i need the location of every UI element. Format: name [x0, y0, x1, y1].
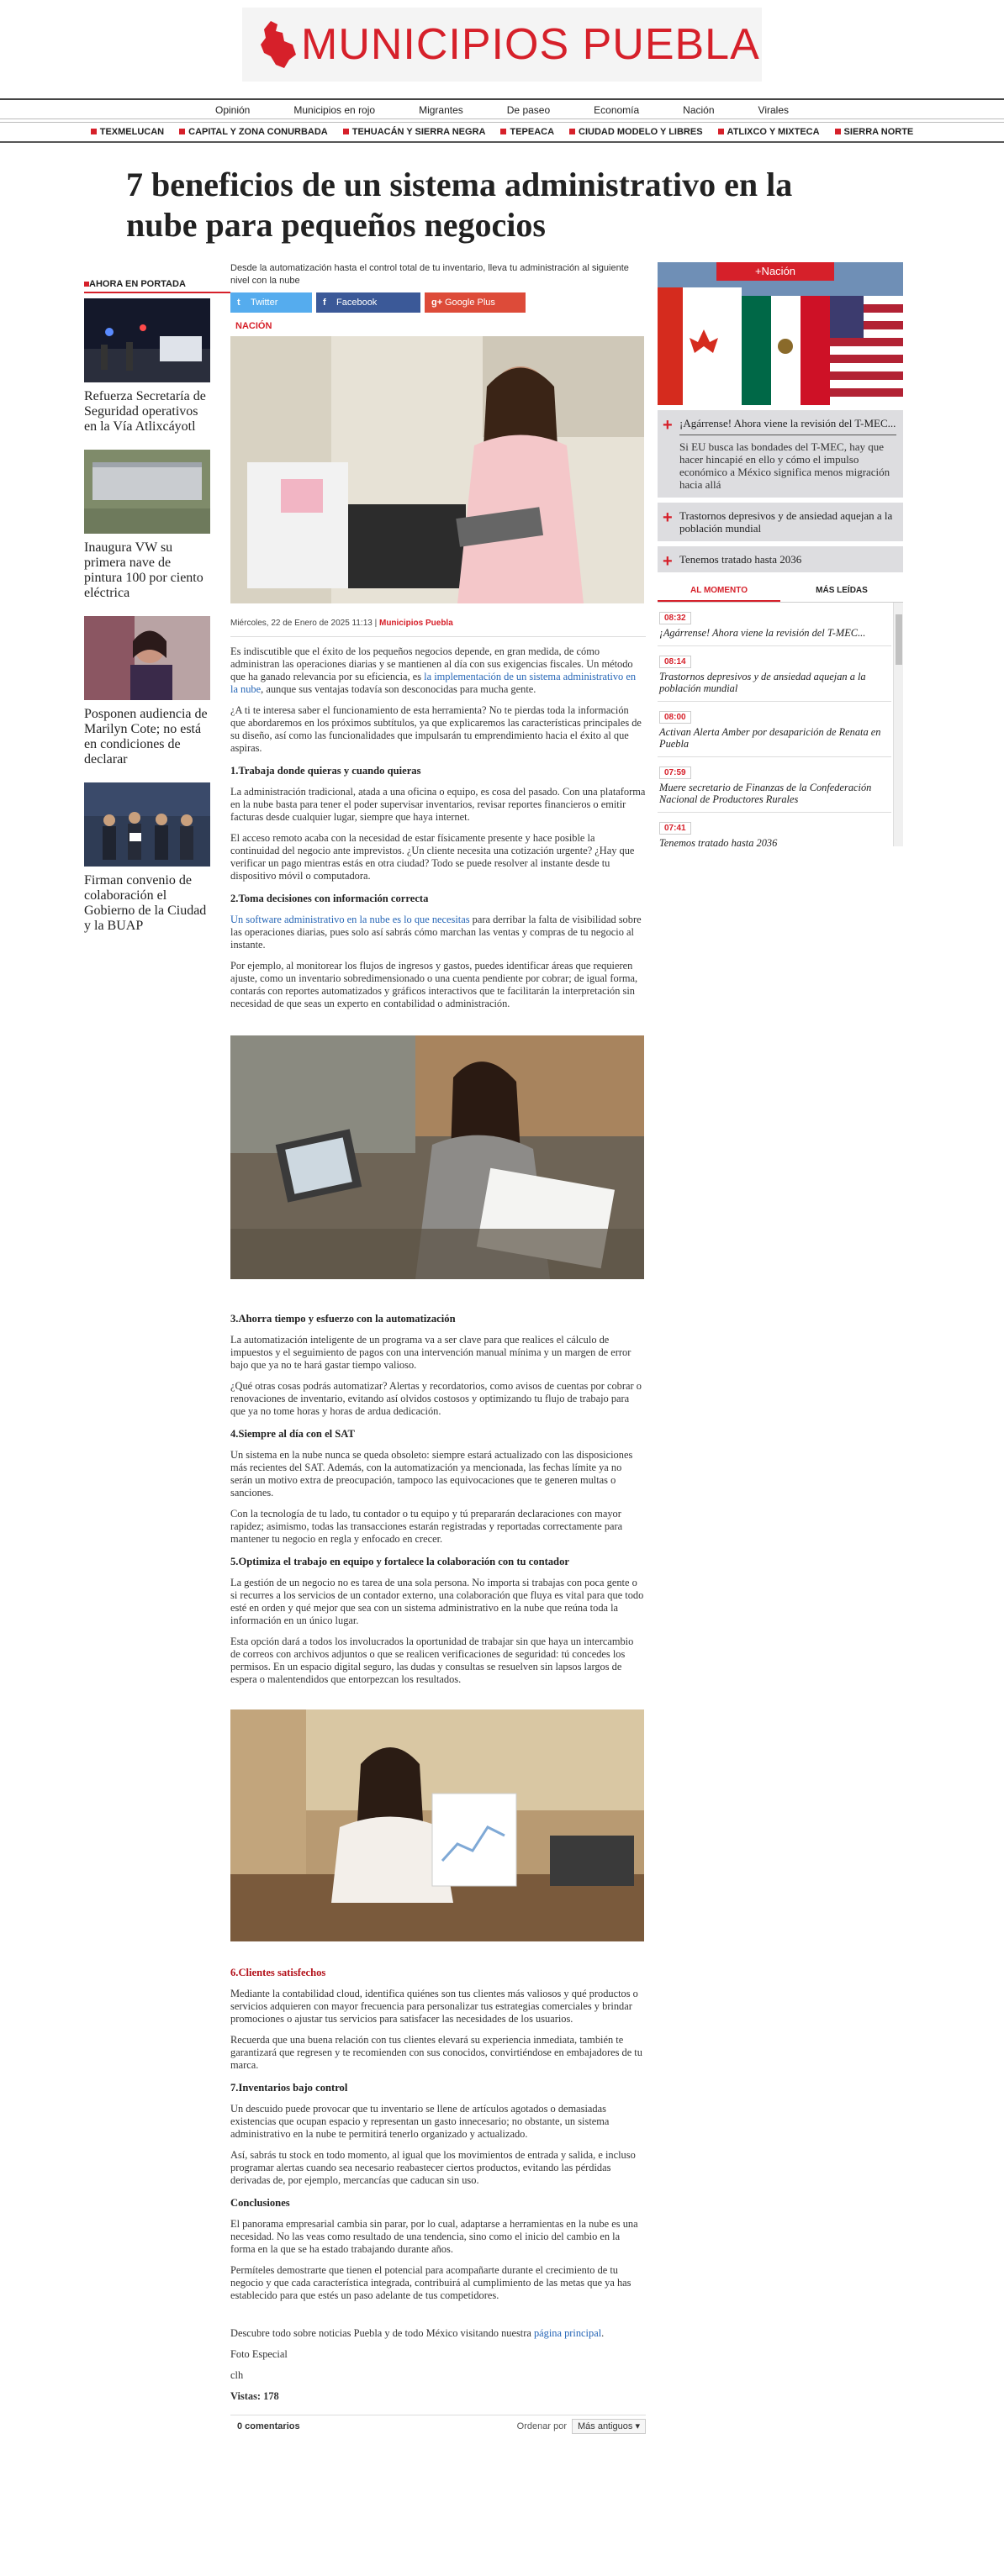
- paragraph: El panorama empresarial cambia sin parar, por lo cual, adaptarse a herramientas en la nube es una necesidad. No las veas como resultado de una tendencia, sino como el inicio del cambio en la forma en la que se ha estado trabajando durante años.: [230, 2218, 638, 2255]
- bullet-icon: [343, 129, 349, 134]
- plus-icon: +: [663, 552, 673, 571]
- paragraph: ¿Qué otras cosas podrás automatizar? Alertas y recordatorios, como avisos de cuentas por cobrar o renovaciones de inventario, evitando así olvidos costosos y optimizando tu flujo de trabajo para que ya no tome horas y horas de ardua dedicación.: [230, 1380, 642, 1417]
- paragraph: [230, 914, 646, 951]
- site-logo-text: MUNICIPIOS PUEBLA: [301, 20, 760, 69]
- factory-aerial-photo: [84, 450, 210, 534]
- region-label: TEXMELUCAN: [99, 127, 165, 137]
- article-date: Miércoles, 22 de Enero de 2025 11:13: [230, 619, 373, 628]
- share-bar: [230, 292, 646, 313]
- region-nav: [0, 122, 1004, 143]
- text: Descubre todo sobre noticias Puebla y de todo México visitando nuestra: [230, 2327, 534, 2339]
- region-ciudad-modelo[interactable]: [569, 123, 703, 141]
- article: [230, 262, 646, 2436]
- author-initials: clh: [230, 2369, 244, 2381]
- comments-bar: [230, 2415, 646, 2436]
- portada-item[interactable]: [84, 298, 230, 435]
- subheading: 2.Toma decisiones con información correcta: [230, 893, 429, 904]
- sort-select[interactable]: Más antiguos ▾: [572, 2419, 646, 2434]
- portada-item[interactable]: [84, 450, 230, 601]
- related-story-summary: Si EU busca las bondades del T-MEC, hay que hacer hincapié en ello y cómo el impulso económico a México significa menos migración hacia allá: [679, 435, 896, 491]
- share-twitter-button[interactable]: [230, 292, 312, 313]
- feed-scrollbar[interactable]: [893, 603, 903, 846]
- region-tehuacan[interactable]: [343, 123, 486, 141]
- portada-caption: Firman convenio de colaboración el Gobierno de la Ciudad y la BUAP: [84, 873, 207, 933]
- paragraph: Esta opción dará a todos los involucrados la oportunidad de trabajar sin que haya un intercambio de correos con archivos adjuntos o que se realicen verificaciones de seguridad: tú concedes los permisos. En un espacio digital seguro, las dudas y consultas se resuelven sin lapsos largos de espera o malentendidos que entorpezcan los resultados.: [230, 1636, 634, 1685]
- share-label: Google Plus: [445, 298, 495, 308]
- region-label: CIUDAD MODELO Y LIBRES: [579, 127, 703, 137]
- woman-presenting-chart-photo: [230, 1709, 644, 1941]
- bullet-icon: [569, 129, 575, 134]
- feed-text: ¡Agárrense! Ahora viene la revisión del T-MEC...: [659, 627, 866, 639]
- text: .: [601, 2327, 605, 2339]
- article-meta: [230, 619, 646, 637]
- featured-story[interactable]: [658, 262, 903, 405]
- woman-tablet-photo: [230, 336, 644, 603]
- section-tag[interactable]: +Nación: [716, 262, 834, 281]
- bullet-icon: [91, 129, 97, 134]
- site-header: [0, 0, 1004, 89]
- feed-item[interactable]: [658, 702, 891, 757]
- news-tabs: [658, 582, 903, 603]
- police-night-photo: [84, 298, 210, 382]
- facebook-icon: f: [323, 298, 326, 308]
- subheading: 7.Inventarios bajo control: [230, 2082, 348, 2094]
- subheading: 1.Trabaja donde quieras y cuando quieras: [230, 765, 421, 777]
- feed-time: 07:59: [659, 766, 691, 779]
- paragraph: Permíteles demostrarte que tienen el potencial para acompañarte durante el crecimiento de tu negocio y que cada característica integrada, contribuirá al cumplimiento de las metas que ya has establecido para que estés un paso adelante de tus competidores.: [230, 2264, 631, 2301]
- paragraph: ¿A ti te interesa saber el funcionamiento de esta herramienta? No te pierdas toda la información que abordaremos en los próximos subtítulos, ya que explicaremos las características principales de su diseño, así como las funcionalidades que impulsarán tu emprendimiento hacia el éxito al que aspiras.: [230, 704, 642, 754]
- feed-time: 08:14: [659, 656, 691, 668]
- bullet-icon: [718, 129, 724, 134]
- feed-time: 08:00: [659, 711, 691, 724]
- subheading: 6.Clientes satisfechos: [230, 1967, 326, 1978]
- article-lede: Desde la automatización hasta el control total de tu inventario, lleva tu administración al siguiente nivel con la nube: [230, 263, 629, 286]
- region-atlixco[interactable]: [718, 123, 820, 141]
- feed-time: 08:32: [659, 612, 691, 624]
- nav-de-paseo[interactable]: De paseo: [506, 104, 551, 116]
- text: , aunque sus ventajas todavía son desconocidas para mucha gente.: [261, 683, 536, 695]
- feed-text: Activan Alerta Amber por desaparición de Renata en Puebla: [659, 726, 881, 750]
- flags-photo: [658, 262, 903, 405]
- region-texmelucan[interactable]: [91, 123, 164, 141]
- paragraph: [230, 2327, 646, 2340]
- tab-mas-leidas[interactable]: MÁS LEÍDAS: [816, 586, 868, 595]
- site-logo[interactable]: [242, 8, 762, 82]
- portada-caption: Refuerza Secretaría de Seguridad operativos en la Vía Atlixcáyotl: [84, 389, 206, 434]
- feed-text: Muere secretario de Finanzas de la Confederación Nacional de Productores Rurales: [659, 782, 872, 805]
- puebla-map-icon: [259, 19, 298, 70]
- feed-item[interactable]: [658, 603, 891, 646]
- signing-ceremony-photo: [84, 782, 210, 867]
- text: Es indiscutible que el éxito de los pequeños negocios depende, en gran medida, de cómo administran las operaciones diarias y se mantienen al día con sus exigencias fiscales. Un método que ha ganado relevancia por su eficiencia, es: [230, 645, 633, 682]
- portada-sidebar: [54, 262, 230, 2436]
- woman-portrait-photo: [84, 616, 210, 700]
- feed-item[interactable]: [658, 757, 891, 813]
- article-link[interactable]: la implementación de un sistema administrativo en la nube: [230, 671, 637, 695]
- related-story[interactable]: [658, 503, 903, 541]
- nav-migrantes[interactable]: Migrantes: [419, 104, 463, 116]
- region-label: SIERRA NORTE: [843, 127, 914, 137]
- sort-label: Ordenar por: [516, 2421, 567, 2431]
- article-title: 7 beneficios de un sistema administrativo en la nube para pequeños negocios: [126, 166, 793, 244]
- paragraph: Con la tecnología de tu lado, tu contador o tu equipo y tú prepararán declaraciones con mayor rapidez; asimismo, todas las transacciones estarán registradas y reportadas correctamente para mantener tu negocio en regla y enfocado en crecer.: [230, 1508, 623, 1545]
- region-tepeaca[interactable]: [500, 123, 554, 141]
- feed-item[interactable]: [658, 646, 891, 702]
- main-nav: [0, 98, 1004, 119]
- article-author[interactable]: Municipios Puebla: [378, 619, 453, 628]
- subheading: Conclusiones: [230, 2197, 290, 2209]
- paragraph: [230, 645, 646, 696]
- region-capital[interactable]: [179, 123, 328, 141]
- region-label: CAPITAL Y ZONA CONURBADA: [188, 127, 328, 137]
- page: [54, 165, 950, 2436]
- nav-nacion[interactable]: Nación: [683, 104, 715, 116]
- portada-item[interactable]: [84, 616, 230, 767]
- paragraph: La gestión de un negocio no es tarea de una sola persona. No importa si trabajas con poca gente o si recurres a los servicios de un contador externo, una colaboración que fluya es vital para que todo esté en orden y qué mejor que sea con un sistema administrativo en la nube que reúna toda la información en un único lugar.: [230, 1577, 644, 1626]
- share-google-button[interactable]: [425, 292, 526, 313]
- region-label: ATLIXCO Y MIXTECA: [727, 127, 820, 137]
- feed-item[interactable]: [658, 813, 891, 846]
- google-plus-icon: g+: [431, 298, 443, 308]
- woman-reviewing-documents-photo: [230, 1035, 644, 1279]
- paragraph: El acceso remoto acaba con la necesidad de estar físicamente presente y hace posible la continuidad del negocio ante imprevistos. ¿Un cliente necesita una cotización urgente? ¿Hay que verificar un pago mientras estás en otra ciudad? Todo se puede resolver al instante desde tu dispositivo móvil o computadora.: [230, 832, 635, 882]
- portada-caption: Posponen audiencia de Marilyn Cote; no está en condiciones de declarar: [84, 707, 208, 766]
- paragraph: Por ejemplo, al monitorear los flujos de ingresos y gastos, puedes identificar áreas que requieren ajuste, como un inventario sobredimensionado o una cuenta pendiente por cobrar; de igual forma, contarás con reportes automatizados y gráficos interactivos que te facilitarán la interpretación sin necesidad de que seas un experto en contabilidad o administración.: [230, 960, 638, 1009]
- subheading: 5.Optimiza el trabajo en equipo y fortalece la colaboración con tu contador: [230, 1556, 569, 1567]
- share-label: Twitter: [251, 298, 278, 308]
- related-story-title: Tenemos tratado hasta 2036: [679, 553, 802, 566]
- sort-control: [517, 2421, 646, 2431]
- subheading: 3.Ahorra tiempo y esfuerzo con la automatización: [230, 1313, 456, 1325]
- article-body: [230, 645, 646, 2403]
- feed-text: Trastornos depresivos y de ansiedad aquejan a la población mundial: [659, 671, 866, 694]
- region-label: TEPEACA: [510, 127, 555, 137]
- nav-opinion[interactable]: Opinión: [214, 104, 251, 116]
- paragraph: La automatización inteligente de un programa va a ser clave para que realices el cálculo de impuestos y el seguimiento de pagos con una intervención manual mínima y un margen de error bajo que ya no te hará gastar tiempo valioso.: [230, 1334, 631, 1371]
- bullet-icon: [179, 129, 185, 134]
- related-story-title: Trastornos depresivos y de ansiedad aquejan a la población mundial: [679, 509, 893, 535]
- feed-text: Tenemos tratado hasta 2036: [659, 837, 778, 846]
- portada-item[interactable]: [84, 782, 230, 934]
- portada-caption: Inaugura VW su primera nave de pintura 100 por ciento eléctrica: [84, 540, 203, 600]
- subheading: 4.Siempre al día con el SAT: [230, 1428, 355, 1440]
- paragraph: Recuerda que una buena relación con tus clientes elevará su experiencia inmediata, también te garantizará que regresen y te recomienden con sus conocidos, convirtiéndose en embajadores de tu marca.: [230, 2034, 642, 2071]
- bullet-icon: [500, 129, 506, 134]
- comments-count: 0 comentarios: [237, 2421, 300, 2431]
- homepage-link[interactable]: página principal: [533, 2327, 602, 2339]
- right-sidebar: [658, 262, 903, 2436]
- nav-municipios-en-rojo[interactable]: Municipios en rojo: [293, 104, 376, 116]
- region-sierra-norte[interactable]: [835, 123, 914, 141]
- region-label: TEHUACÁN Y SIERRA NEGRA: [351, 127, 486, 137]
- photo-credit: Foto Especial: [230, 2348, 288, 2360]
- plus-icon: +: [663, 508, 673, 527]
- paragraph: La administración tradicional, atada a una oficina o equipo, es cosa del pasado. Con una plataforma en la nube basta para tener el poder supervisar inventarios, revisar reportes financieros o emitir facturas desde cualquier lugar, siempre que haya internet.: [230, 786, 646, 823]
- paragraph: Así, sabrás tu stock en todo momento, al igual que los movimientos de entrada y salida, e incluso programar alertas cuando sea necesario reabastecer ciertos productos, evitando las pérdidas derivadas de, por ejemplo, mercancías que caducan sin uso.: [230, 2149, 636, 2186]
- related-story[interactable]: [658, 546, 903, 572]
- meta-separator: |: [372, 619, 379, 628]
- article-link[interactable]: Un software administrativo en la nube es lo que necesitas: [230, 914, 470, 925]
- view-count: Vistas: 178: [230, 2390, 279, 2402]
- bullet-icon: [835, 129, 841, 134]
- text: para derribar la falta de visibilidad sobre las operaciones diarias, pues solo así sabrás cómo marchan las ventas y compras de tu negocio al instante.: [230, 914, 642, 951]
- nav-economia[interactable]: Economía: [594, 104, 640, 116]
- related-story[interactable]: [658, 410, 903, 498]
- paragraph: Un descuido puede provocar que tu inventario se llene de artículos agotados o demasiadas existencias que ocupan espacio y representan un gasto innecesario; no obstante, un sistema administrativo en la nube te permitirá tenerlo organizado y actualizado.: [230, 2103, 610, 2140]
- paragraph: Un sistema en la nube nunca se queda obsoleto: siempre estará actualizado con las disposiciones más recientes del SAT. Además, con la automatización ya mencionada, las fechas límite ya no serán un motivo extra de preocupación, tampoco las equivocaciones que te generen multas o sanciones.: [230, 1449, 633, 1499]
- share-label: Facebook: [336, 298, 378, 308]
- share-facebook-button[interactable]: [316, 292, 420, 313]
- scrollbar-thumb[interactable]: [896, 614, 902, 665]
- news-feed: [658, 603, 903, 846]
- section-label[interactable]: NACIÓN: [235, 321, 272, 331]
- feed-time: 07:41: [659, 822, 691, 835]
- tab-al-momento[interactable]: AL MOMENTO: [658, 582, 780, 602]
- plus-icon: +: [663, 416, 673, 435]
- twitter-icon: t: [237, 298, 240, 308]
- nav-virales[interactable]: Virales: [758, 104, 789, 116]
- related-story-title: ¡Agárrense! Ahora viene la revisión del T-MEC...: [679, 417, 896, 429]
- paragraph: Mediante la contabilidad cloud, identifica quiénes son tus clientes más valiosos y qué productos o servicios adquieren con mayor frecuencia para personalizar tus estrategias comerciales y brindar promociones o ajustar tus servicios para satisfacer las necesidades de los usuarios.: [230, 1988, 638, 2025]
- portada-heading: AHORA EN PORTADA: [84, 279, 230, 293]
